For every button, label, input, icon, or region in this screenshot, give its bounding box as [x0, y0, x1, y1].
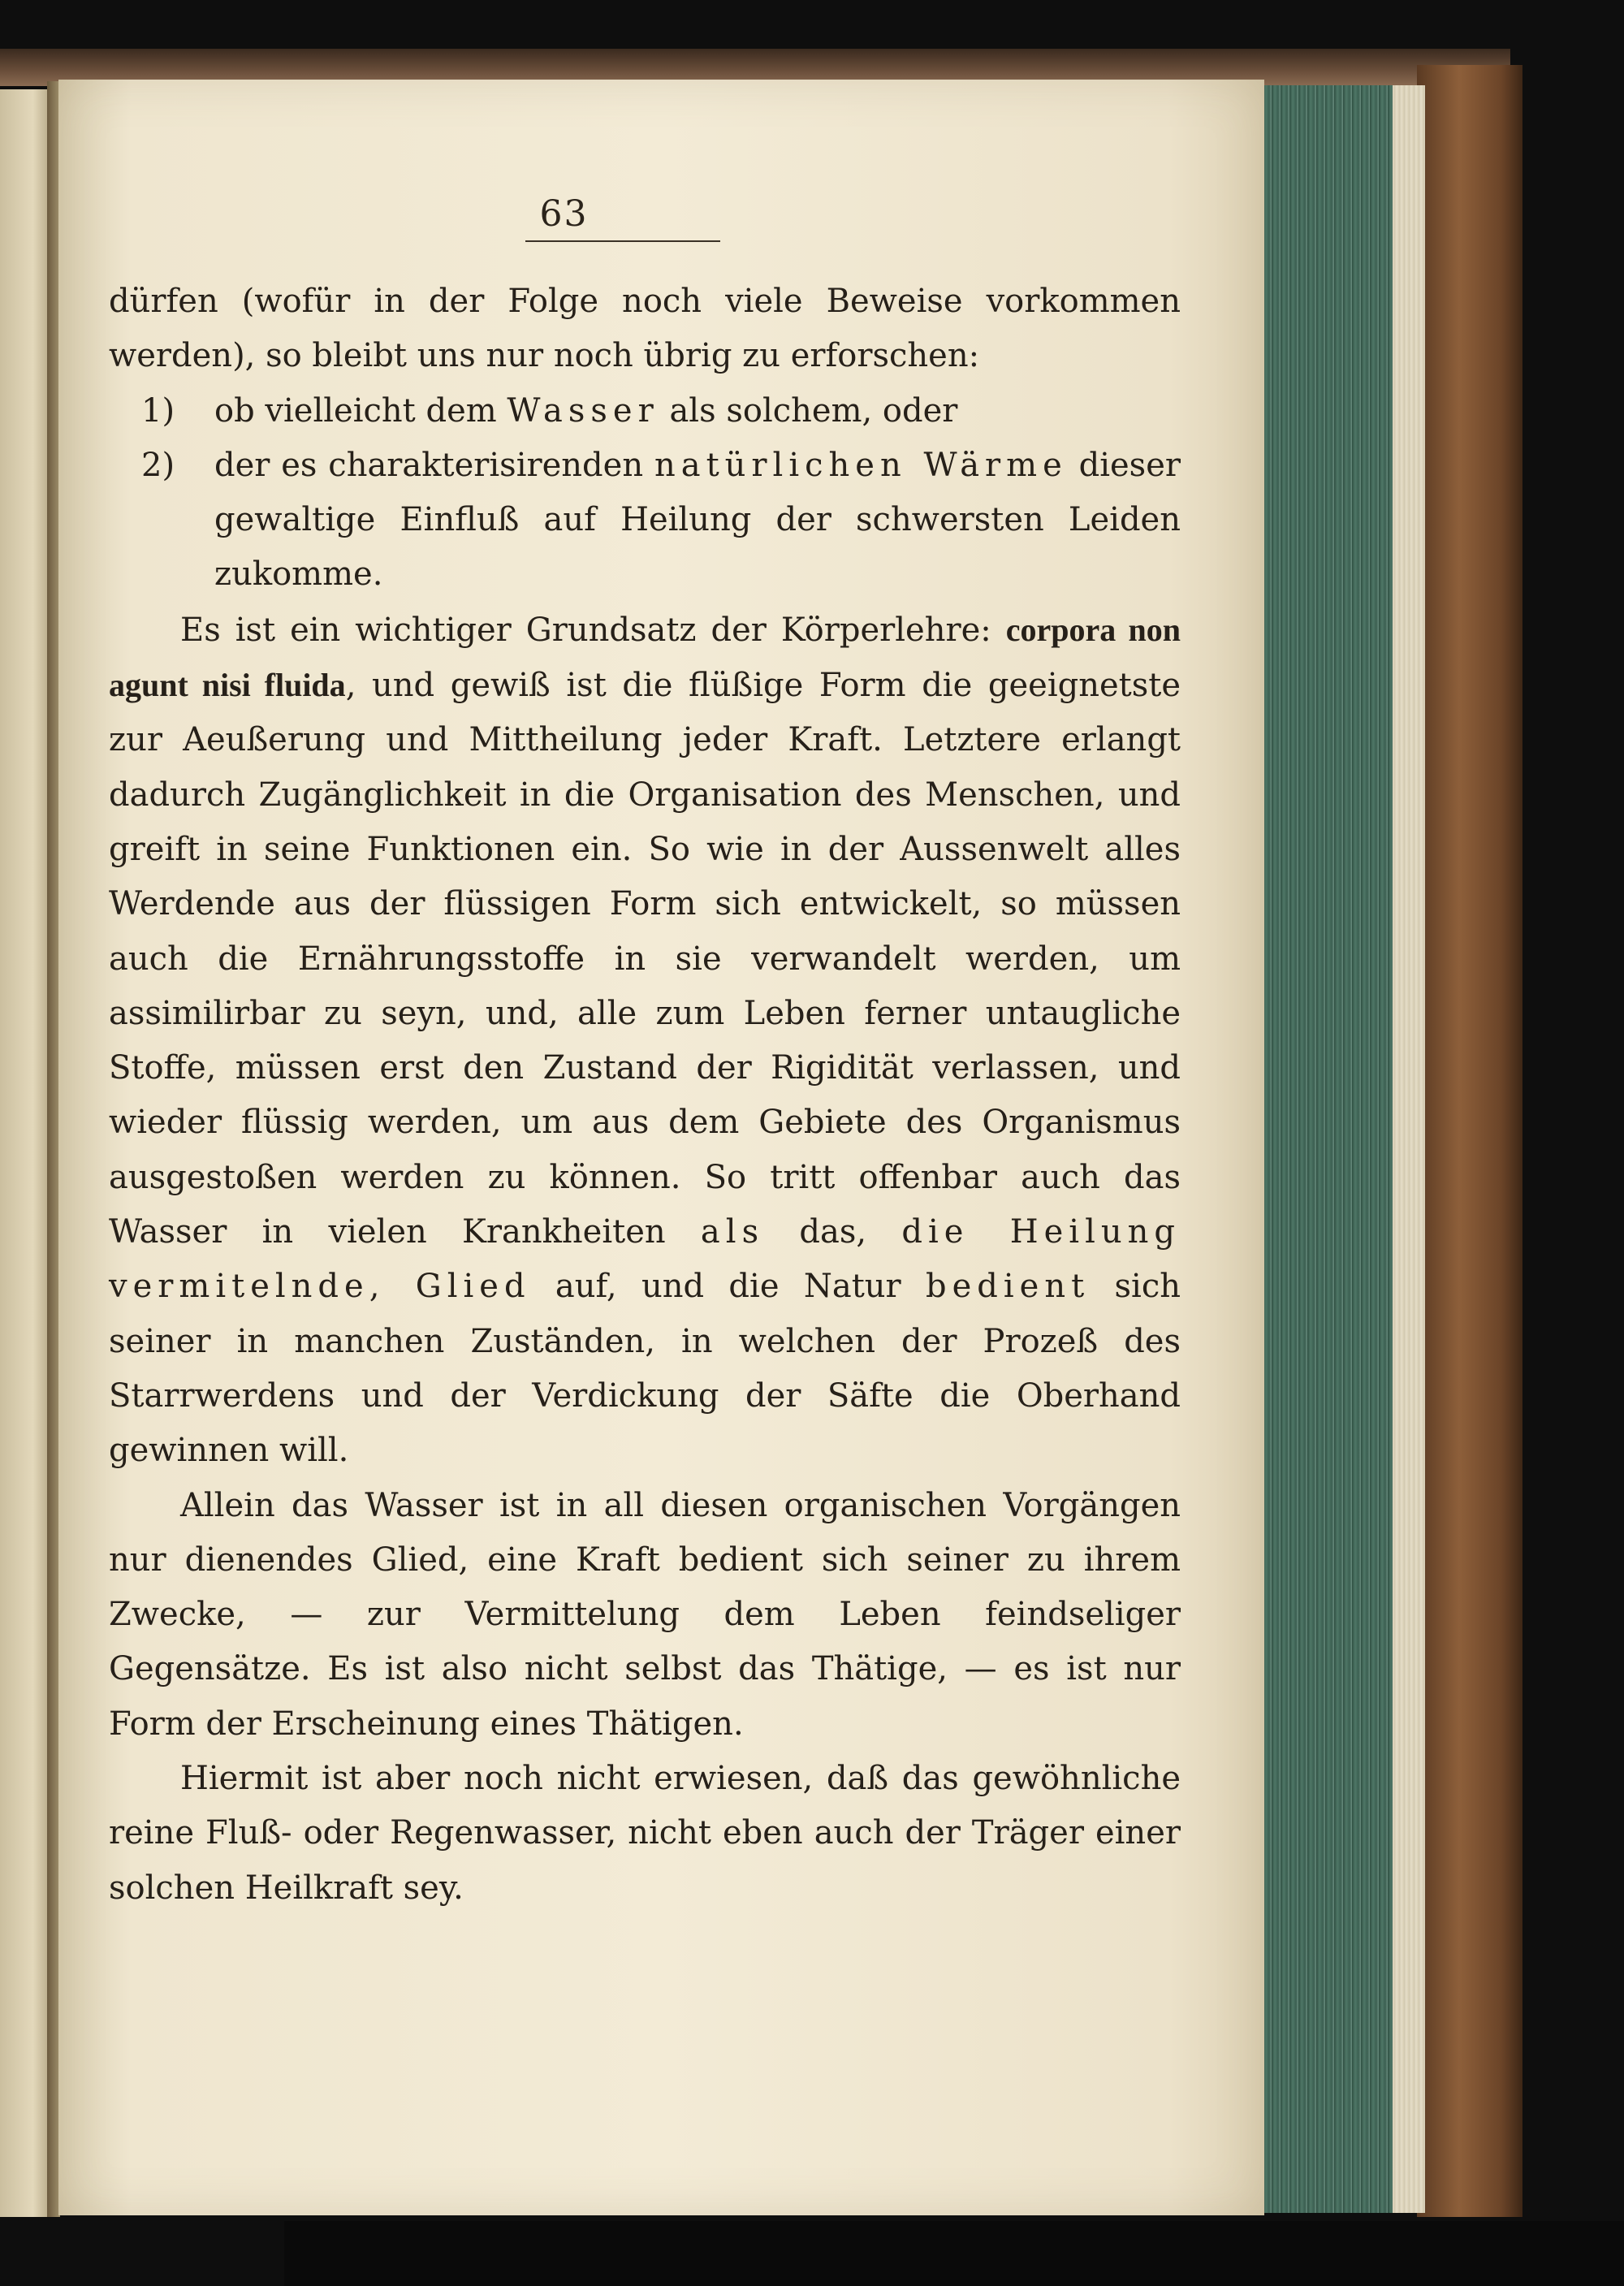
list-text: als solchem, oder: [659, 391, 958, 430]
list-body: [214, 439, 1181, 603]
spaced-emphasis: bedient: [926, 1268, 1091, 1306]
list-text: ob vielleicht dem: [214, 391, 508, 430]
paragraph-text: sich seiner in manchen Zuständen, in welchen der Prozeß des Starrwerdens und der Verdickung der Säfte die Oberhand gewinnen will.: [109, 1268, 1181, 1470]
paragraph-3: Allein das Wasser ist in all diesen organischen Vorgängen nur dienendes Glied, eine Kraft bedient sich seiner zu ihrem Zwecke, — zur Vermittelung dem Leben feindseliger Gegensätze. Es ist also nicht selbst das Thätige, — es ist nur Form der Erscheinung eines Thätigen.: [109, 1486, 1181, 1743]
list-number: 1): [141, 391, 175, 430]
header-rule: [525, 240, 720, 242]
paragraph-2: [109, 603, 1181, 1479]
page-number: 63: [539, 193, 589, 235]
paragraph-text: Es ist ein wichtiger Grundsatz der Körperlehre:: [180, 611, 1006, 649]
background-shadow: [284, 2221, 1624, 2286]
latin-quote: corpora non agunt nisi fluida: [109, 611, 1181, 704]
list-item-1: [109, 384, 1181, 439]
left-page-edge: [0, 89, 47, 2217]
paragraph-text: das,: [764, 1213, 902, 1251]
text-line-1: [109, 274, 1181, 384]
list-item-2: [109, 439, 1181, 603]
page-edge-colored: [1263, 85, 1393, 2213]
paragraph-text: , und gewiß ist die flüßige Form die geeignetste zur Aeußerung und Mittheilung jeder Kraft. Letztere erlangt dadurch Zugänglichkeit in die Organisation des Menschen, und greift in seine Funktionen ein. So wie in der Aussenwelt alles Werdende aus der flüssigen Form sich entwickelt, so müssen auch die Ernährungsstoffe in sie verwandelt werden, um assimilirbar zu seyn, und, alle zum Leben ferner untaugliche Stoffe, müssen erst den Zustand der Rigidität verlassen, und wieder flüssig werden, um aus dem Gebiete des Organismus ausgestoßen werden zu können. So tritt offenbar auch das Wasser in vielen Krankheiten: [109, 667, 1181, 1251]
list-text: dieser gewaltige Einfluß auf Heilung der schwersten Leiden zukomme.: [214, 446, 1181, 594]
list-body: [214, 384, 1181, 439]
spaced-emphasis: Wasser: [507, 391, 659, 430]
spaced-emphasis: die Heilung vermitelnde, Glied: [109, 1213, 1181, 1306]
spaced-emphasis: natürlichen Wärme: [654, 446, 1068, 484]
spaced-emphasis: als: [700, 1213, 765, 1251]
cover-board: [1417, 65, 1522, 2217]
paragraph-4: Hiermit ist aber noch nicht erwiesen, daß das gewöhnliche reine Fluß- oder Regenwasser, nicht eben auch der Träger einer solchen Heilkraft sey.: [109, 1760, 1181, 1907]
list-number: 2): [141, 446, 175, 484]
line-2: werden), so bleibt uns nur noch übrig zu erforschen:: [109, 337, 980, 375]
paragraph-text: auf, und die Natur: [530, 1268, 926, 1306]
line-1: dürfen (wofür in der Folge noch viele Beweise vorkommen: [109, 283, 1181, 320]
page-text: [109, 274, 1181, 1916]
book-page: [58, 80, 1264, 2215]
list-text: der es charakterisirenden: [214, 446, 654, 484]
